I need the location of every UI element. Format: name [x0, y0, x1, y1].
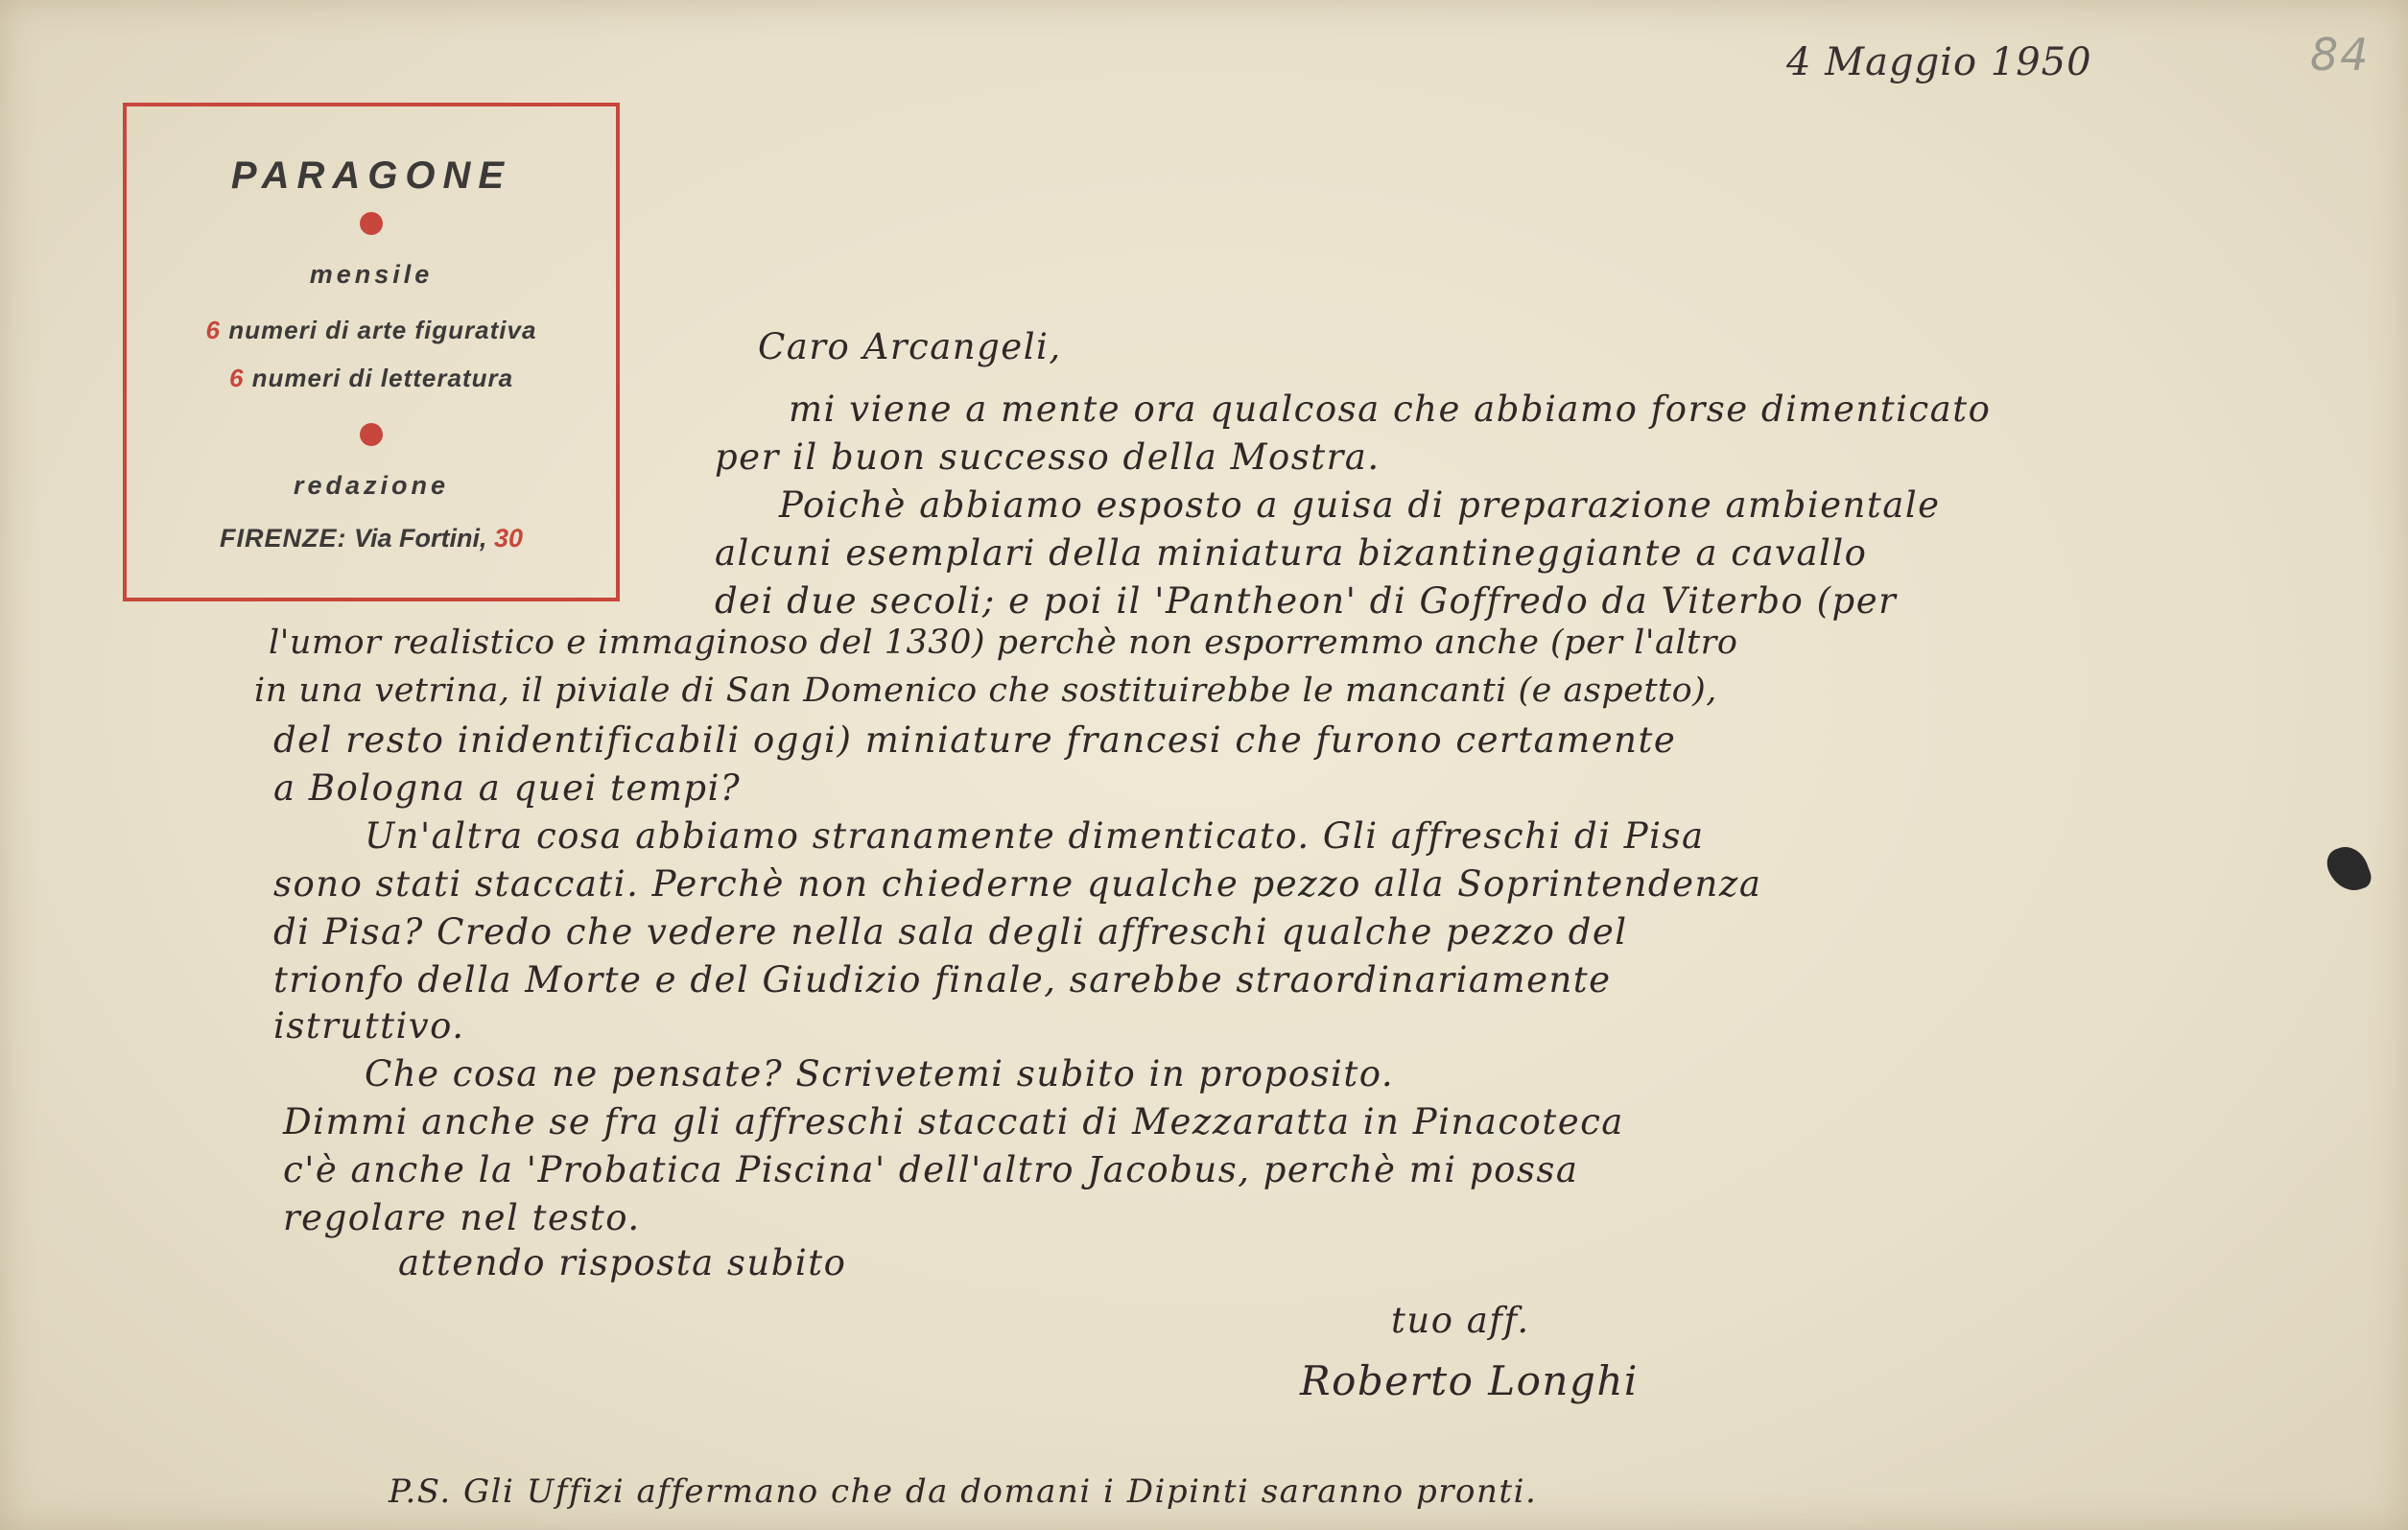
letter-line: Che cosa ne pensate? Scrivetemi subito in proposito. [365, 1053, 1395, 1095]
letter-line: c'è anche la 'Probatica Piscina' dell'altro Jacobus, perchè mi possa [283, 1149, 1579, 1190]
letter-date: 4 Maggio 1950 [1786, 40, 2092, 84]
letter-line: Poichè abbiamo esposto a guisa di preparazione ambientale [779, 484, 1941, 526]
address-street: Via Fortini, [353, 524, 487, 553]
letterhead-address [127, 524, 616, 553]
art-issue-count: 6 [205, 316, 222, 344]
letter-line: Dimmi anche se fra gli affreschi staccati di Mezzaratta in Pinacoteca [283, 1101, 1624, 1142]
archive-number: 84 [2310, 29, 2371, 81]
letterhead-line-art [127, 316, 616, 345]
letter-line: trionfo della Morte e del Giudizio finale, sarebbe straordinariamente [273, 959, 1612, 1000]
salutation: Caro Arcangeli, [758, 326, 1062, 367]
letter-line: istruttivo. [273, 1005, 465, 1047]
address-number: 30 [494, 524, 524, 553]
letterhead-office-label: redazione [293, 471, 450, 500]
letter-line: l'umor realistico e immaginoso del 1330) perchè non esporremmo anche (per l'altro [269, 624, 1738, 662]
red-dot-icon [360, 423, 383, 446]
letter-line: attendo risposta subito [398, 1242, 847, 1283]
letter-line: regolare nel testo. [283, 1197, 641, 1238]
letter-line: mi viene a mente ora qualcosa che abbiamo forse dimenticato [789, 388, 1992, 430]
signature: Roberto Longhi [1300, 1357, 1639, 1404]
letter-line: del resto inidentificabili oggi) miniature francesi che furono certamente [273, 719, 1677, 761]
letterhead-line-literature [127, 364, 616, 393]
letter-line: sono stati staccati. Perchè non chiederne qualche pezzo alla Soprintendenza [273, 863, 1762, 905]
art-issue-label: numeri di arte figurativa [228, 316, 537, 344]
letterhead-box [123, 103, 620, 601]
letter-line: Un'altra cosa abbiamo stranamente dimenticato. Gli affreschi di Pisa [365, 815, 1705, 857]
literature-issue-label: numeri di letteratura [251, 364, 514, 392]
letter-line: a Bologna a quei tempi? [273, 767, 742, 809]
postscript: P.S. Gli Uffizi affermano che da domani i Dipinti saranno pronti. [389, 1472, 1538, 1511]
letter-line: dei due secoli; e poi il 'Pantheon' di Goffredo da Viterbo (per [715, 580, 1898, 622]
letter-line: alcuni esemplari della miniatura bizantineggiante a cavallo [715, 532, 1868, 574]
closing: tuo aff. [1391, 1300, 1530, 1341]
literature-issue-count: 6 [228, 364, 245, 392]
address-city: FIRENZE: [219, 524, 347, 553]
letter-line: di Pisa? Credo che vedere nella sala degli affreschi qualche pezzo del [273, 911, 1628, 953]
letterhead-frequency: mensile [309, 260, 434, 289]
letter-line: in una vetrina, il piviale di San Domenico che sostituirebbe le mancanti (e aspetto), [254, 671, 1717, 710]
letterhead-title: PARAGONE [230, 154, 512, 197]
letter-line: per il buon successo della Mostra. [715, 436, 1381, 478]
red-dot-icon [360, 212, 383, 235]
